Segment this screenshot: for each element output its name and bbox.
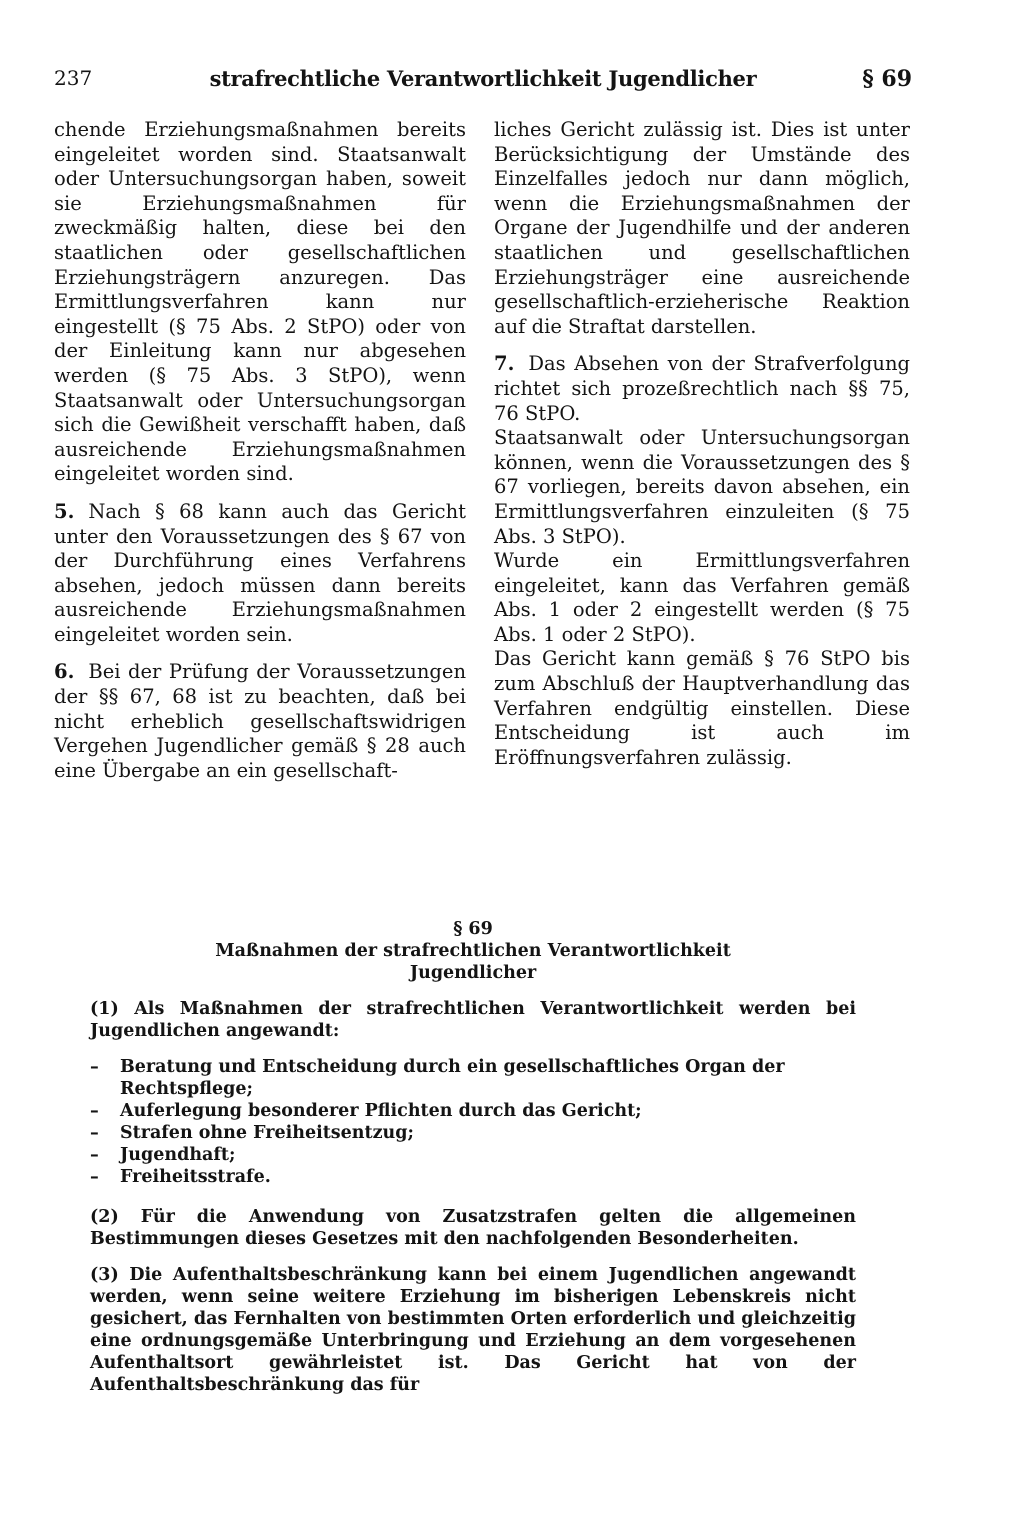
- law-paragraph-1: (1) Als Maßnahmen der strafrechtlichen Verantwortlichkeit werden bei Jugendlichen angewandt:: [90, 999, 856, 1041]
- dash-marker: –: [90, 1145, 99, 1165]
- paragraph-7b: Staatsanwalt oder Untersuchungsorgan können, wenn die Voraussetzungen des § 67 vorliegen, bereits davon absehen, ein Ermittlungsverfahren einzuleiten (§ 75 Abs. 3 StPO).: [494, 426, 910, 548]
- paragraph-continuation: liches Gericht zulässig ist. Dies ist unter Berücksichtigung der Umstände des Einzelfalles jedoch nur dann möglich, wenn die Erziehungsmaßnahmen der Organe der Jugendhilfe und der anderen staatlichen und gesellschaftlichen Erziehungsträger eine ausreichende gesellschaftlich-erzieherische Reaktion auf die Straftat darstellen.: [494, 118, 910, 338]
- list-item: [90, 1144, 856, 1166]
- law-title-line2: Jugendlicher: [409, 963, 537, 983]
- paragraph-5: [54, 500, 466, 648]
- dash-marker: –: [90, 1123, 99, 1143]
- list-item: [90, 1100, 856, 1122]
- list-item-text: Freiheitsstrafe.: [120, 1167, 271, 1187]
- law-paragraph-2: (2) Für die Anwendung von Zusatzstrafen gelten die allgemeinen Bestimmungen dieses Gesetzes mit den nachfolgenden Besonderheiten.: [90, 1207, 856, 1249]
- paragraph-continuation: chende Erziehungsmaßnahmen bereits eingeleitet worden sind. Staatsanwalt oder Untersuchungsorgan haben, soweit sie Erziehungsmaßnahmen für zweckmäßig halten, diese bei den staatlichen oder gesellschaftlichen Erziehungsträgern anzuregen. Das Ermittlungsverfahren kann nur eingestellt (§ 75 Abs. 2 StPO) oder von der Einleitung kann nur abgesehen werden (§ 75 Abs. 3 StPO), wenn Staatsanwalt oder Untersuchungsorgan sich die Gewißheit verschafft haben, daß ausreichende Erziehungsmaßnahmen eingeleitet worden sind.: [54, 118, 466, 486]
- list-item: [90, 1056, 856, 1100]
- paragraph-number: 5.: [54, 499, 75, 523]
- dash-marker: –: [90, 1167, 99, 1187]
- page-header: [54, 66, 912, 106]
- paragraph-7d: Das Gericht kann gemäß § 76 StPO bis zum Abschluß der Hauptverhandlung das Verfahren endgültig einstellen. Diese Entscheidung ist auch im Eröffnungsverfahren zulässig.: [494, 647, 910, 769]
- law-paragraph-3: (3) Die Aufenthaltsbeschränkung kann bei einem Jugendlichen angewandt werden, wenn seine weitere Erziehung im bisherigen Lebenskreis nicht gesichert, das Fernhalten von bestimmten Orten erforderlich und gleichzeitig eine ordnungsgemäße Unterbringung und Erziehung an dem vorgesehenen Aufenthaltsort gewährleistet ist. Das Gericht hat von der Aufenthaltsbeschränkung das für: [90, 1265, 856, 1395]
- list-item-text: Jugendhaft;: [120, 1145, 236, 1165]
- list-item: [90, 1122, 856, 1144]
- list-item-text: Strafen ohne Freiheitsentzug;: [120, 1123, 414, 1143]
- paragraph-text: Das Absehen von der Strafverfolgung richtet sich prozeßrechtlich nach §§ 75, 76 StPO.: [494, 352, 910, 425]
- paragraph-7: [494, 352, 910, 426]
- law-title-line1: Maßnahmen der strafrechtlichen Verantwortlichkeit: [215, 941, 731, 961]
- paragraph-number: 6.: [54, 660, 75, 684]
- paragraph-text: Nach § 68 kann auch das Gericht unter den Voraussetzungen des § 67 von der Durchführung eines Verfahrens absehen, jedoch müssen dann bereits ausreichende Erziehungsmaßnahmen eingeleitet worden sein.: [54, 499, 466, 646]
- measures-list: [90, 1056, 856, 1188]
- paragraph-7c: Wurde ein Ermittlungsverfahren eingeleitet, kann das Verfahren gemäß Abs. 1 oder 2 eingestellt werden (§ 75 Abs. 1 oder 2 StPO).: [494, 549, 910, 646]
- law-section: [90, 918, 856, 1410]
- left-column: [54, 118, 466, 796]
- list-item: [90, 1166, 856, 1188]
- running-title: strafrechtliche Verantwortlichkeit Jugendlicher: [209, 66, 757, 91]
- page-number: 237: [54, 66, 93, 90]
- dash-marker: –: [90, 1101, 99, 1121]
- list-item-text: Auferlegung besonderer Pflichten durch das Gericht;: [120, 1101, 642, 1121]
- list-item-text: Beratung und Entscheidung durch ein gesellschaftliches Organ der Rechtspflege;: [120, 1057, 785, 1099]
- law-heading: [90, 918, 856, 984]
- paragraph-number: 7.: [494, 352, 515, 376]
- law-number: § 69: [453, 919, 493, 939]
- paragraph-6: [54, 660, 466, 783]
- paragraph-text: Bei der Prüfung der Voraussetzungen der §§ 67, 68 ist zu beachten, daß bei nicht erheblich gesellschaftswidrigen Vergehen Jugendlicher gemäß § 28 auch eine Übergabe an ein gesellschaft-: [54, 660, 466, 782]
- right-column: [494, 118, 910, 770]
- section-reference: § 69: [862, 66, 912, 92]
- dash-marker: –: [90, 1057, 99, 1077]
